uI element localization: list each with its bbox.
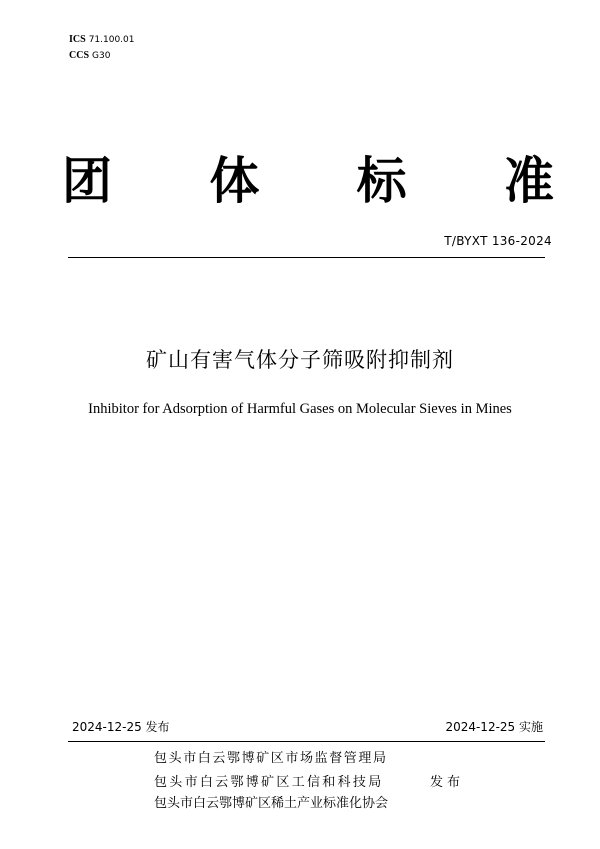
bottom-divider [68, 741, 545, 742]
publish-label: 发布 [430, 775, 465, 790]
implementation-date: 2024-12-25 实施 [445, 720, 543, 734]
document-type-heading [62, 146, 554, 216]
issuing-authorities [154, 750, 474, 820]
ccs-label: CCS [69, 50, 90, 61]
issuer-standardization-association: 包头市白云鄂博矿区稀土产业标准化协会 [154, 796, 389, 811]
title-chinese: 矿山有害气体分子筛吸附抑制剂 [146, 348, 454, 372]
ics-label: ICS [69, 34, 86, 45]
ics-code [69, 34, 135, 46]
title-english: Inhibitor for Adsorption of Harmful Gases on Molecular Sieves in Mines [88, 401, 512, 417]
issuer-market-supervision: 包头市白云鄂博矿区市场监督管理局 [154, 751, 388, 766]
ccs-value: G30 [92, 51, 111, 61]
issuer-industry-technology: 包头市白云鄂博矿区工信和科技局 [154, 775, 384, 790]
doc-type-char: 标 [356, 152, 407, 210]
standard-number: T/BYXT 136-2024 [444, 234, 552, 248]
doc-type-char: 体 [209, 152, 260, 210]
ccs-code [69, 50, 110, 62]
ics-value: 71.100.01 [88, 35, 135, 45]
doc-type-char: 团 [62, 152, 112, 210]
top-divider [68, 257, 545, 258]
doc-type-char: 准 [503, 152, 554, 210]
issue-date: 2024-12-25 发布 [72, 720, 170, 734]
